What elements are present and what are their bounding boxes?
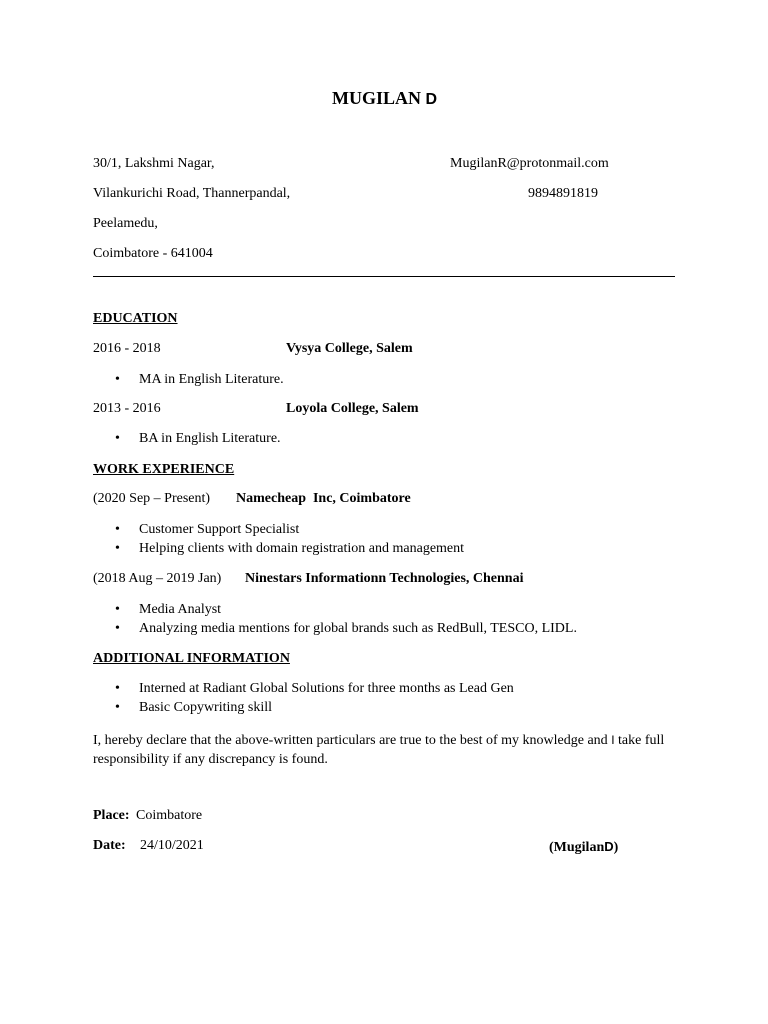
education-institution-1: Vysya College, Salem bbox=[286, 341, 413, 356]
work-company-2: Ninestars Informationn Technologies, Chennai bbox=[245, 571, 524, 586]
bullet-icon: • bbox=[115, 621, 120, 636]
list-item-text: Helping clients with domain registration and management bbox=[139, 541, 465, 556]
phone-number: 9894891819 bbox=[528, 186, 598, 201]
signature-close: ) bbox=[613, 840, 619, 855]
header-divider bbox=[93, 276, 675, 277]
resume-name bbox=[332, 88, 437, 109]
bullet-icon: • bbox=[115, 372, 120, 387]
work-period-2: (2018 Aug – 2019 Jan) bbox=[93, 571, 222, 586]
date-value: 24/10/2021 bbox=[140, 838, 204, 853]
signature bbox=[549, 839, 618, 856]
additional-info-heading: ADDITIONAL INFORMATION bbox=[93, 651, 290, 666]
list-item-text: Media Analyst bbox=[139, 602, 222, 617]
declaration-part-2: take full responsibility if any discrepancy is found. bbox=[93, 733, 665, 767]
address-line-3: Peelamedu, bbox=[93, 216, 158, 231]
declaration-pronoun: I bbox=[611, 733, 615, 747]
work-experience-heading: WORK EXPERIENCE bbox=[93, 462, 235, 477]
bullet-icon: • bbox=[115, 700, 120, 715]
list-item-text: BA in English Literature. bbox=[139, 431, 281, 446]
place-value: Coimbatore bbox=[136, 808, 203, 823]
name-text: MUGILAN bbox=[332, 88, 421, 108]
list-item-text: MA in English Literature. bbox=[139, 372, 284, 387]
name-initial: D bbox=[425, 91, 438, 108]
address-line-2: Vilankurichi Road, Thannerpandal, bbox=[93, 186, 291, 201]
bullet-icon: • bbox=[115, 681, 120, 696]
education-institution-2: Loyola College, Salem bbox=[286, 401, 419, 416]
address-line-1: 30/1, Lakshmi Nagar, bbox=[93, 156, 215, 171]
list-item-text: Basic Copywriting skill bbox=[139, 700, 272, 715]
education-period-1: 2016 - 2018 bbox=[93, 341, 161, 356]
place-line bbox=[93, 808, 202, 824]
education-heading: EDUCATION bbox=[93, 311, 178, 326]
list-item-text: Analyzing media mentions for global brands such as RedBull, TESCO, LIDL. bbox=[139, 621, 577, 636]
list-item-text: Interned at Radiant Global Solutions for three months as Lead Gen bbox=[139, 681, 514, 696]
place-label: Place: bbox=[93, 808, 130, 823]
date-label: Date: bbox=[93, 838, 126, 853]
signature-initial: D bbox=[604, 839, 614, 854]
declaration-part-1: I, hereby declare that the above-written particulars are true to the best of my knowledge and bbox=[93, 733, 608, 748]
bullet-icon: • bbox=[115, 602, 120, 617]
work-period-1: (2020 Sep – Present) bbox=[93, 491, 211, 506]
email-address: MugilanR@protonmail.com bbox=[450, 156, 609, 171]
list-item-text: Customer Support Specialist bbox=[139, 522, 300, 537]
work-company-1: Namecheap Inc, Coimbatore bbox=[236, 491, 411, 506]
signature-name: (Mugilan bbox=[549, 840, 605, 855]
bullet-icon: • bbox=[115, 522, 120, 537]
bullet-icon: • bbox=[115, 541, 120, 556]
address-line-4: Coimbatore - 641004 bbox=[93, 246, 213, 261]
declaration-paragraph bbox=[93, 731, 683, 769]
education-period-2: 2013 - 2016 bbox=[93, 401, 161, 416]
bullet-icon: • bbox=[115, 431, 120, 446]
